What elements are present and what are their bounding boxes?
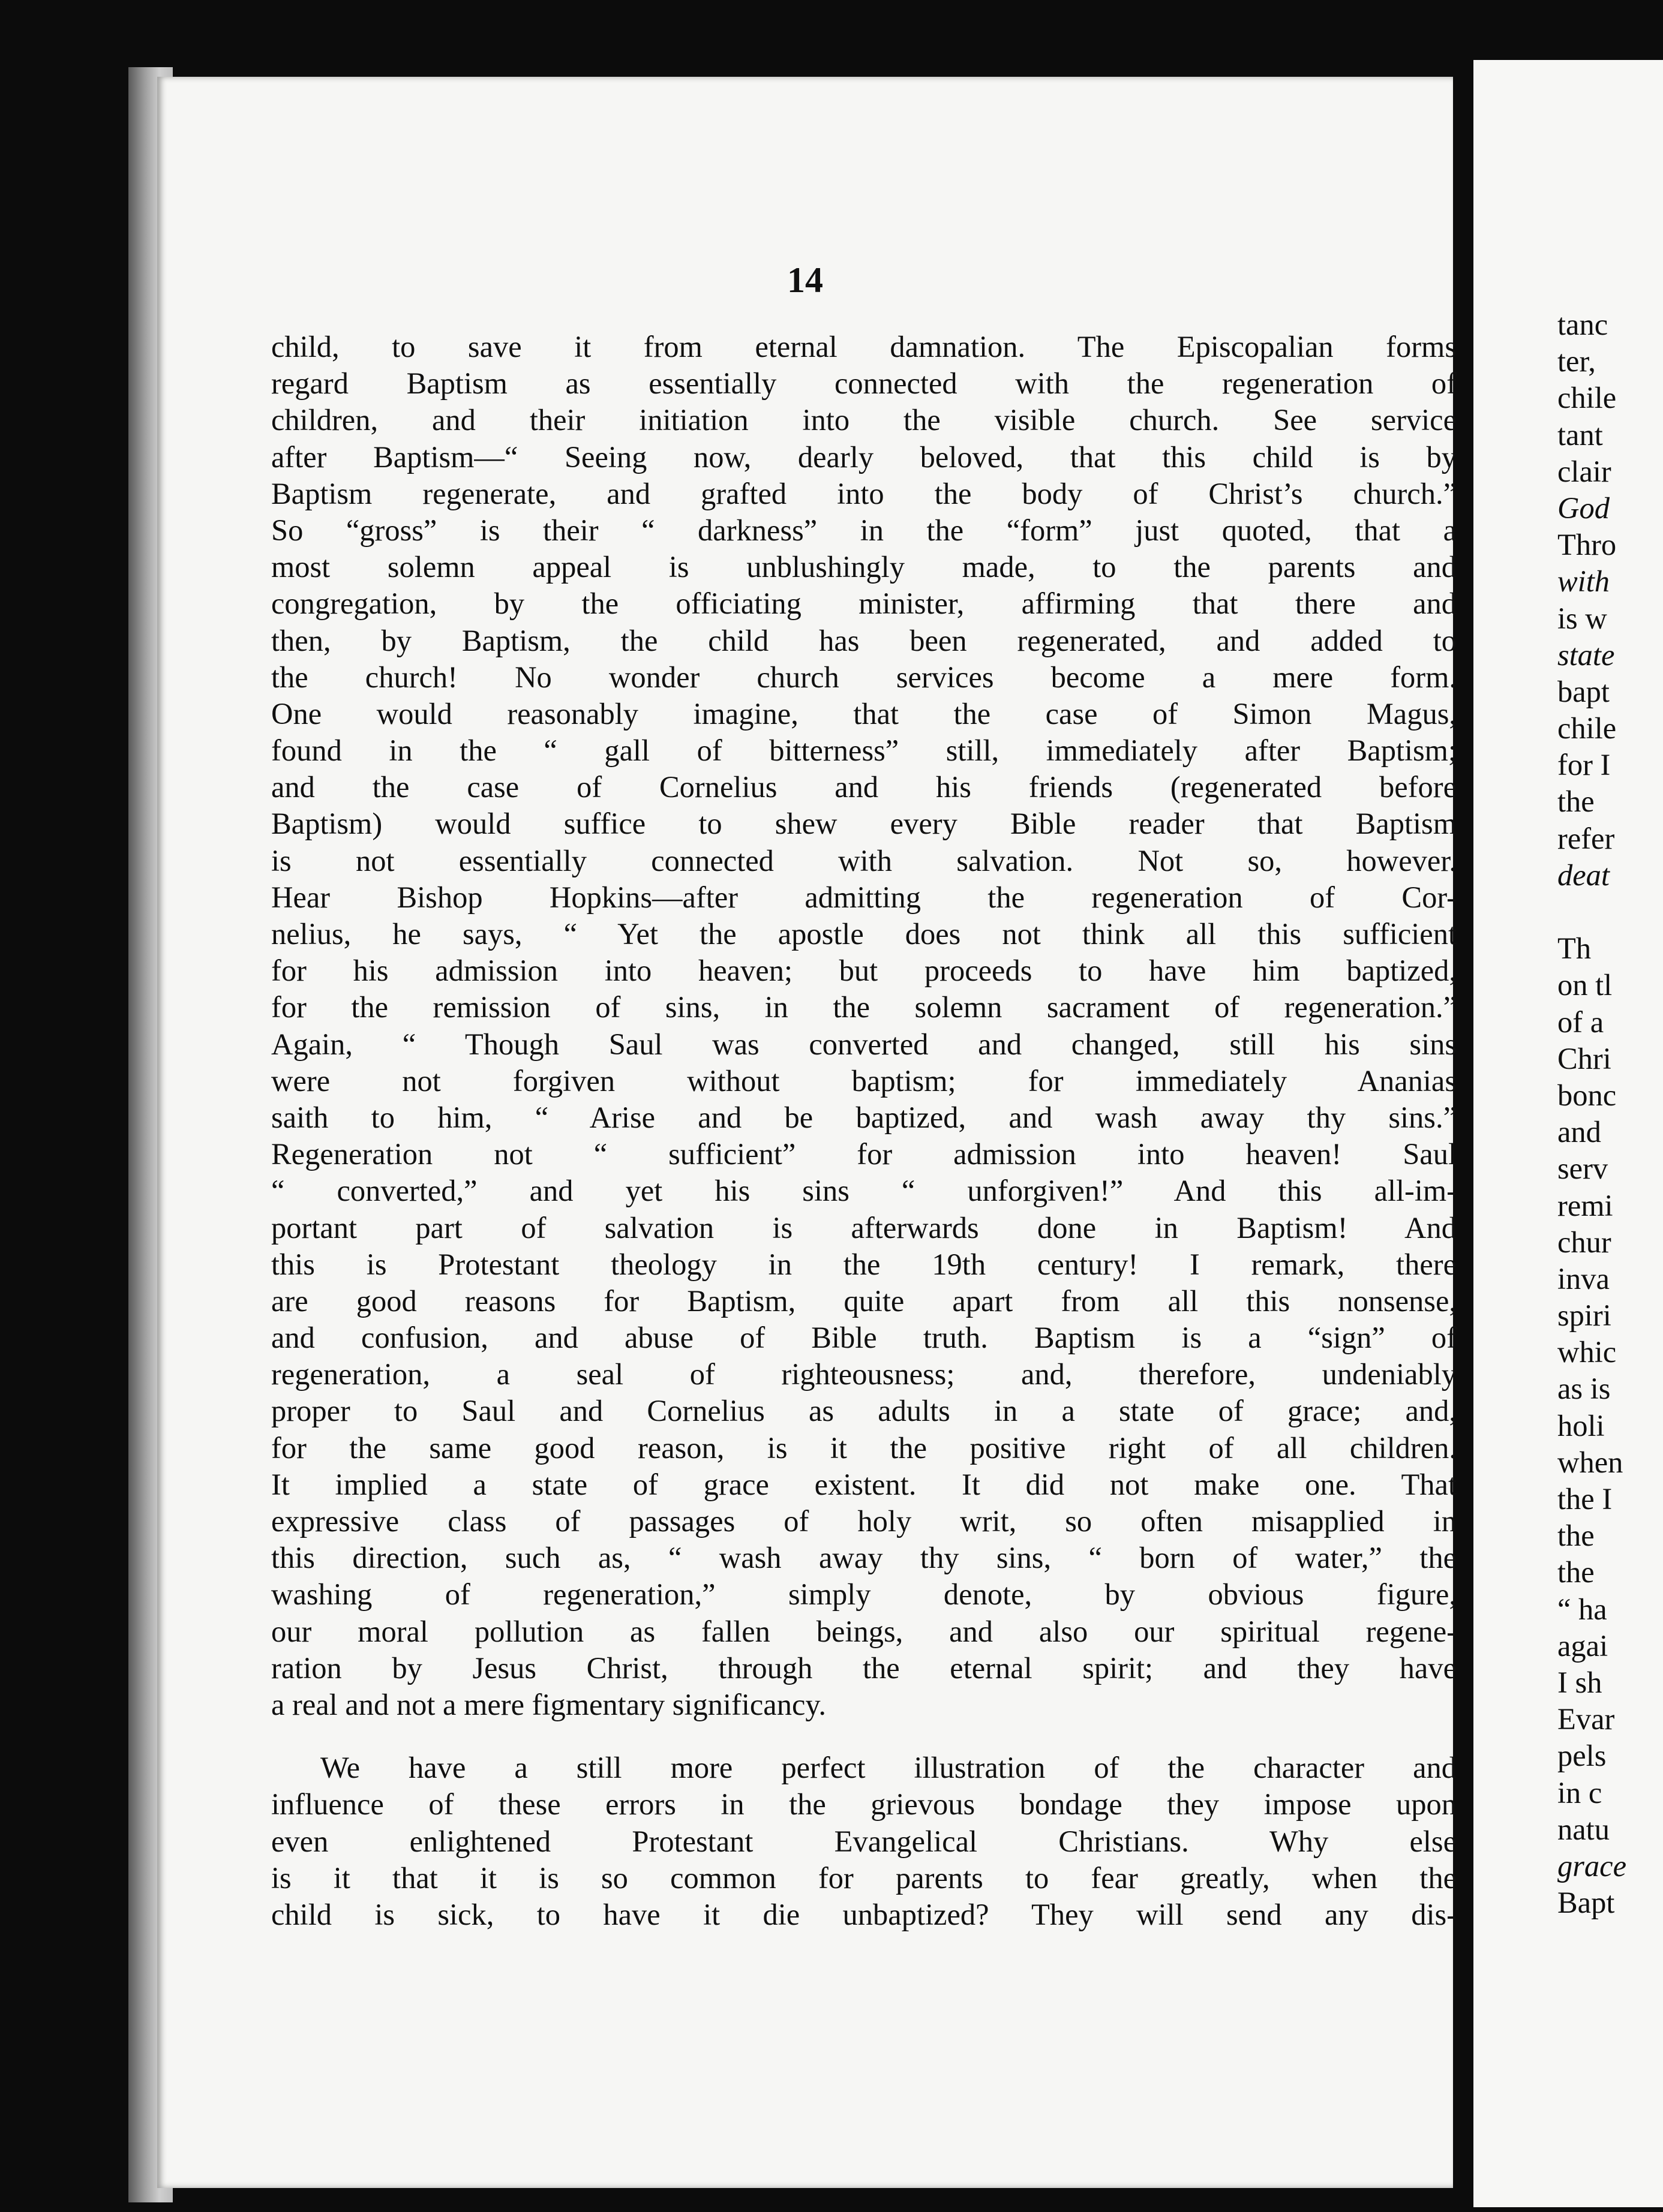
facing-line: I sh	[1557, 1665, 1602, 1699]
facing-line: Th	[1557, 931, 1592, 966]
text-line: nelius, he says, “ Yet the apostle does not think all this sufficient	[271, 917, 1457, 951]
facing-line: for I	[1557, 748, 1611, 782]
facing-line: Evar	[1557, 1702, 1615, 1736]
facing-line: Bapt	[1557, 1886, 1615, 1920]
text-line: child is sick, to have it die unbaptized? They will send any dis-	[271, 1897, 1457, 1931]
facing-line: the	[1557, 1519, 1595, 1553]
facing-line: ter,	[1557, 344, 1596, 378]
text-line: Again, “ Though Saul was converted and changed, still his sins	[271, 1027, 1457, 1061]
body-text	[271, 329, 1457, 1933]
text-line: portant part of salvation is afterwards done in Baptism! And	[271, 1210, 1457, 1245]
facing-line: spiri	[1557, 1299, 1611, 1333]
text-line: were not forgiven without baptism; for immediately Ananias	[271, 1063, 1457, 1098]
text-line: Regeneration not “ sufficient” for admission into heaven! Saul	[271, 1137, 1457, 1171]
text-line: regard Baptism as essentially connected with the regeneration of	[271, 366, 1457, 401]
text-line: So “gross” is their “ darkness” in the “form” just quoted, that a	[271, 513, 1457, 547]
text-line: washing of regeneration,” simply denote, by obvious figure,	[271, 1577, 1457, 1612]
text-line: We have a still more perfect illustration of the character and	[320, 1751, 1457, 1785]
text-line: proper to Saul and Cornelius as adults in a state of grace; and,	[271, 1394, 1457, 1428]
facing-line: and	[1557, 1115, 1601, 1149]
text-line: expressive class of passages of holy writ, so often misapplied in	[271, 1504, 1457, 1538]
facing-line: agai	[1557, 1628, 1608, 1663]
text-line: influence of these errors in the grievous bondage they impose upon	[271, 1787, 1457, 1822]
facing-line: inva	[1557, 1261, 1610, 1296]
facing-line: the	[1557, 785, 1595, 819]
facing-line: chile	[1557, 381, 1617, 415]
facing-line: of a	[1557, 1005, 1604, 1039]
text-line: most solemn appeal is unblushingly made, to the parents and	[271, 550, 1457, 584]
text-line: Baptism regenerate, and grafted into the body of Christ’s church.”	[271, 476, 1457, 510]
facing-line: serv	[1557, 1152, 1608, 1186]
facing-line: tant	[1557, 417, 1603, 452]
text-line: Hear Bishop Hopkins—after admitting the regeneration of Cor-	[271, 880, 1457, 914]
text-line: even enlightened Protestant Evangelical Christians. Why else	[271, 1824, 1457, 1858]
facing-line: the I	[1557, 1482, 1613, 1516]
paragraph-break	[271, 1723, 1457, 1750]
text-line: regeneration, a seal of righteousness; and, therefore, undeniably	[271, 1357, 1457, 1391]
text-line: our moral pollution as fallen beings, and also our spiritual regene-	[271, 1614, 1457, 1648]
text-line: One would reasonably imagine, that the case of Simon Magus,	[271, 696, 1457, 731]
text-line: a real and not a mere figmentary significancy.	[271, 1687, 826, 1721]
text-line: and the case of Cornelius and his friends (regenerated before	[271, 770, 1457, 804]
facing-line: holi	[1557, 1408, 1605, 1442]
facing-line: pels	[1557, 1739, 1607, 1773]
text-line: is not essentially connected with salvation. Not so, however.	[271, 843, 1457, 877]
facing-line: refer	[1557, 821, 1615, 855]
text-line: Baptism) would suffice to shew every Bible reader that Baptism	[271, 807, 1457, 841]
facing-line: clair	[1557, 454, 1611, 488]
facing-line: bapt	[1557, 674, 1610, 708]
facing-line: Chri	[1557, 1041, 1611, 1075]
facing-line: chur	[1557, 1225, 1611, 1259]
text-line: saith to him, “ Arise and be baptized, and wash away thy sins.”	[271, 1100, 1457, 1134]
facing-line: remi	[1557, 1188, 1613, 1222]
facing-line: bonc	[1557, 1078, 1617, 1112]
text-line: ration by Jesus Christ, through the eternal spirit; and they have	[271, 1651, 1457, 1685]
text-line: after Baptism—“ Seeing now, dearly beloved, that this child is by	[271, 440, 1457, 474]
facing-line: with	[1557, 564, 1610, 599]
facing-line: is w	[1557, 601, 1607, 635]
text-line: then, by Baptism, the child has been regenerated, and added to	[271, 623, 1457, 657]
facing-line: whic	[1557, 1335, 1617, 1369]
book-page	[157, 77, 1457, 2188]
facing-page-text	[1557, 306, 1663, 1921]
text-line: this direction, such as, “ wash away thy sins, “ born of water,” the	[271, 1541, 1457, 1575]
page-number: 14	[787, 260, 823, 300]
facing-line: chile	[1557, 711, 1617, 746]
facing-line: tanc	[1557, 308, 1608, 341]
text-line: this is Protestant theology in the 19th century! I remark, there	[271, 1247, 1457, 1281]
text-line: child, to save it from eternal damnation. The Episcopalian forms	[271, 330, 1457, 363]
text-line: for the same good reason, is it the positive right of all children.	[271, 1430, 1457, 1465]
text-line: and confusion, and abuse of Bible truth. Baptism is a “sign” of	[271, 1321, 1457, 1355]
facing-line: grace	[1557, 1849, 1626, 1883]
text-line: are good reasons for Baptism, quite apart from all this nonsense,	[271, 1284, 1457, 1318]
text-line: children, and their initiation into the visible church. See service	[271, 403, 1457, 437]
facing-line	[1557, 894, 1663, 930]
text-line: found in the “ gall of bitterness” still, immediately after Baptism;	[271, 734, 1457, 768]
text-line: for the remission of sins, in the solemn sacrament of regeneration.”	[271, 990, 1457, 1024]
facing-line: God	[1557, 491, 1610, 525]
facing-line: on tl	[1557, 968, 1613, 1002]
text-line: “ converted,” and yet his sins “ unforgiven!” And this all-im-	[271, 1174, 1457, 1208]
facing-line: when	[1557, 1445, 1623, 1479]
facing-line: as is	[1557, 1372, 1611, 1406]
facing-line: Thro	[1557, 528, 1617, 562]
text-line: for his admission into heaven; but proceeds to have him baptized,	[271, 954, 1457, 988]
facing-line: “ ha	[1557, 1592, 1607, 1626]
facing-line: natu	[1557, 1812, 1610, 1846]
text-line: It implied a state of grace existent. It did not make one. That	[271, 1467, 1457, 1501]
facing-line: state	[1557, 638, 1615, 672]
facing-line: in c	[1557, 1775, 1602, 1810]
text-line: congregation, by the officiating minister, affirming that there and	[271, 587, 1457, 621]
facing-line: deat	[1557, 858, 1610, 892]
text-line: is it that it is so common for parents to fear greatly, when the	[271, 1861, 1457, 1895]
facing-line: the	[1557, 1555, 1595, 1589]
text-line: the church! No wonder church services become a mere form.	[271, 660, 1457, 694]
